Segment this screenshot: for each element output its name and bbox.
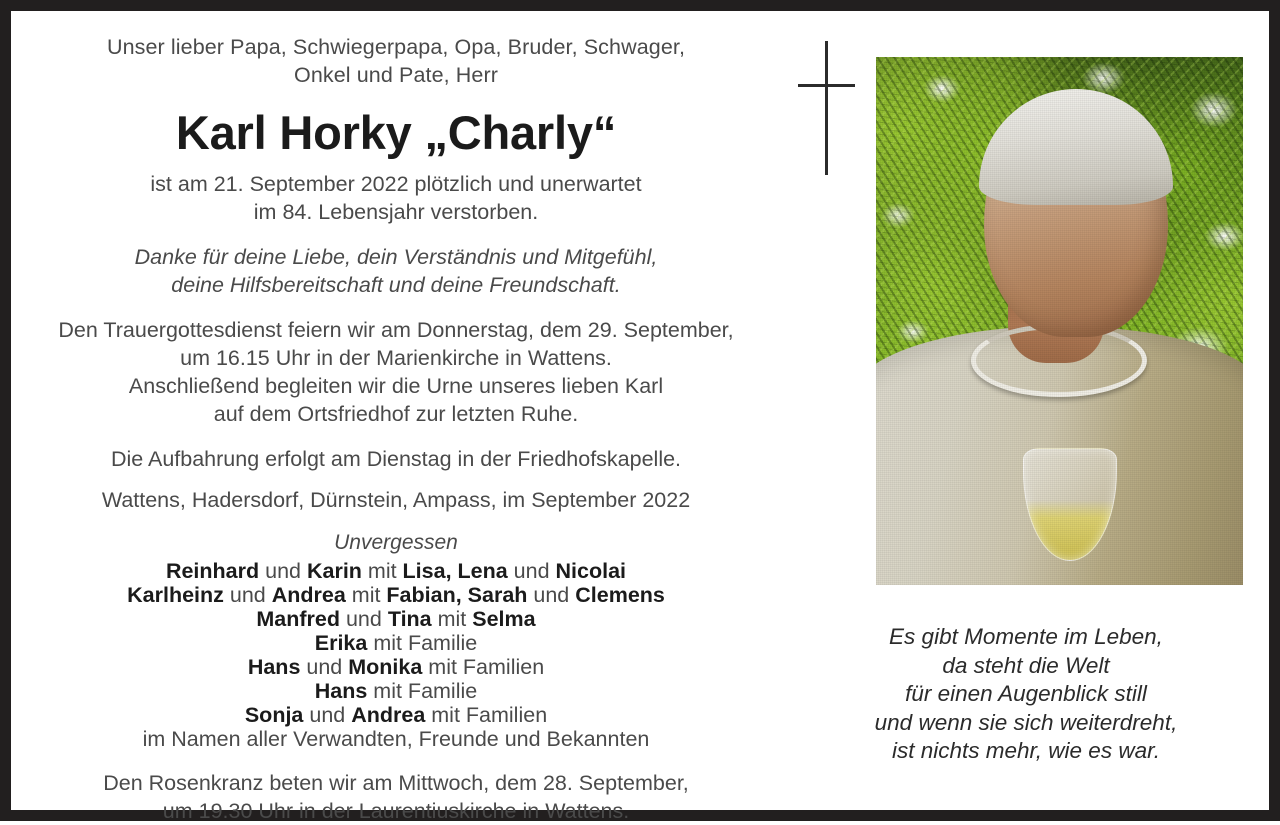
family-connector-text: mit (431, 607, 473, 631)
family-line (11, 583, 781, 607)
death-line-2: im 84. Lebensjahr verstorben. (253, 200, 539, 224)
portrait-photo (876, 57, 1243, 585)
places-and-date-line: Wattens, Hadersdorf, Dürnstein, Ampass, im September 2022 (101, 488, 691, 512)
family-line (11, 607, 781, 631)
thanks-line-1: Danke für deine Liebe, dein Verständnis und Mitgefühl, (134, 245, 658, 269)
family-connector-text: und (300, 655, 349, 679)
family-member-name: Clemens (575, 583, 665, 607)
family-member-name: Lisa, Lena (402, 559, 508, 583)
family-member-name: Hans (314, 679, 368, 703)
family-connector-text: und (223, 583, 272, 607)
family-connector-text: mit (361, 559, 403, 583)
cross-vertical-bar (825, 41, 828, 175)
intro-line-2: Onkel und Pate, Herr (294, 63, 498, 87)
family-line (11, 559, 781, 583)
family-member-name: Monika (348, 655, 423, 679)
cross-horizontal-bar (798, 84, 855, 87)
family-list (11, 559, 781, 727)
notice-inner (11, 11, 1269, 823)
death-line-1: ist am 21. September 2022 plötzlich und unerwartet (150, 172, 642, 196)
family-member-name: Karlheinz (127, 583, 224, 607)
family-member-name: Erika (314, 631, 368, 655)
family-connector-text: und (340, 607, 388, 631)
in-name-of-line: im Namen aller Verwandten, Freunde und Bekannten (142, 727, 650, 751)
service-line-3: Anschließend begleiten wir die Urne unseres lieben Karl (128, 374, 664, 398)
verse-line-5: ist nichts mehr, wie es war. (891, 738, 1160, 763)
intro-line-1: Unser lieber Papa, Schwiegerpapa, Opa, Bruder, Schwager, (106, 35, 686, 59)
service-line-2: um 16.15 Uhr in der Marienkirche in Wattens. (180, 346, 612, 370)
service-block (11, 316, 781, 428)
intro-block (11, 33, 781, 89)
places-block (11, 486, 781, 514)
verse-line-4: und wenn sie sich weiterdreht, (874, 709, 1178, 735)
family-member-name: Andrea (351, 703, 426, 727)
service-line-1: Den Trauergottesdienst feiern wir am Donnerstag, dem 29. September, (58, 318, 734, 342)
verse-line-3: für einen Augenblick still (905, 681, 1147, 706)
family-member-name: Selma (472, 607, 536, 631)
family-member-name: Reinhard (165, 559, 260, 583)
notice-image-column (781, 11, 1269, 810)
laying-out-line: Die Aufbahrung erfolgt am Dienstag in der Friedhofskapelle. (110, 447, 682, 471)
service-line-4: auf dem Ortsfriedhof zur letzten Ruhe. (213, 402, 579, 426)
deceased-name: Karl Horky „Charly“ (175, 106, 617, 159)
family-connector-text: mit Familie (367, 679, 478, 703)
family-member-name: Nicolai (555, 559, 627, 583)
family-member-name: Sonja (244, 703, 304, 727)
family-line (11, 631, 781, 655)
rosary-block (11, 769, 781, 825)
family-member-name: Tina (387, 607, 432, 631)
family-connector-text: und (303, 703, 352, 727)
verse-line-2: da steht die Welt (942, 652, 1110, 678)
family-connector-text: mit Familien (422, 655, 545, 679)
laying-out-block (11, 445, 781, 473)
verse-line-1: Es gibt Momente im Leben, (889, 624, 1163, 649)
thanks-block (11, 243, 781, 299)
thanks-line-2: deine Hilfsbereitschaft und deine Freundschaft. (171, 273, 621, 297)
family-line (11, 679, 781, 703)
family-member-name: Manfred (256, 607, 340, 631)
family-connector-text: und (259, 559, 307, 583)
family-line (11, 703, 781, 727)
death-block (11, 170, 781, 226)
rosary-line-2: um 19.30 Uhr in der Laurentiuskirche in Wattens. (162, 799, 630, 823)
family-member-name: Karin (306, 559, 362, 583)
family-member-name: Fabian, Sarah (386, 583, 528, 607)
notice-text-column (11, 11, 781, 823)
family-member-name: Andrea (271, 583, 346, 607)
family-connector-text: mit Familien (425, 703, 548, 727)
family-connector-text: mit Familie (367, 631, 478, 655)
latin-cross-icon (798, 41, 858, 186)
rosary-line-1: Den Rosenkranz beten wir am Mittwoch, dem 28. September, (103, 771, 689, 795)
memorial-verse (791, 623, 1261, 766)
family-line (11, 655, 781, 679)
family-connector-text: und (527, 583, 576, 607)
unforgotten-heading: Unvergessen (334, 531, 458, 554)
family-connector-text: und (507, 559, 556, 583)
family-connector-text: mit (345, 583, 387, 607)
family-member-name: Hans (247, 655, 301, 679)
